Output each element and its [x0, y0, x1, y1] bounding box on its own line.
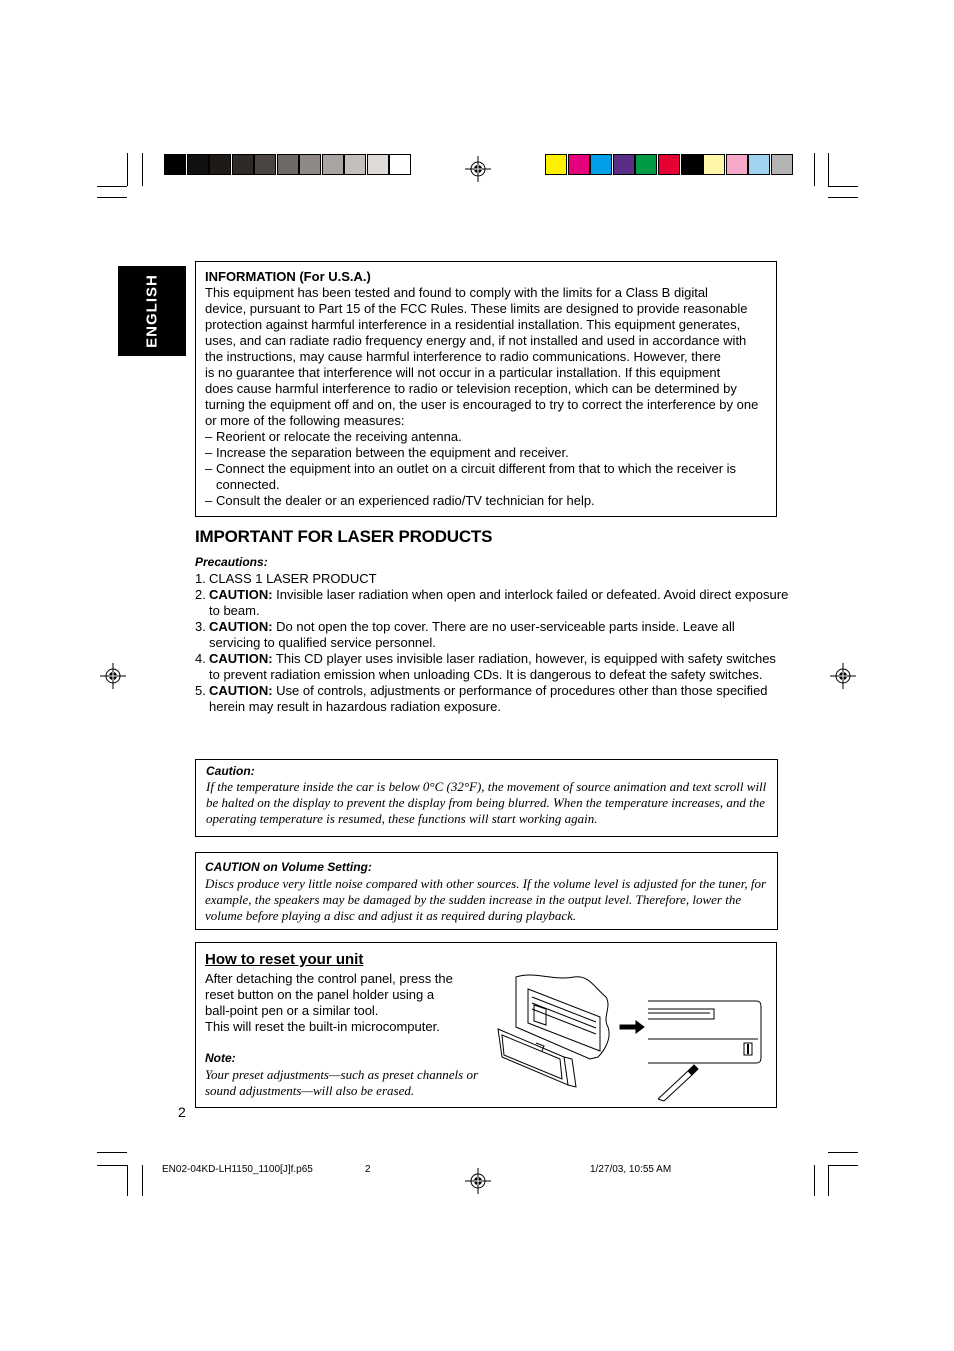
- precaution-text: CLASS 1 LASER PRODUCT: [209, 571, 377, 586]
- precaution-line: [209, 587, 788, 603]
- note-line: Your preset adjustments—such as preset channels or: [205, 1067, 478, 1082]
- fcc-body-line: the instructions, may cause harmful interference to radio communications. However, there: [205, 349, 721, 364]
- measure-dash: –: [205, 445, 213, 460]
- fcc-body-line: does cause harmful interference to radio or television reception, which can be determined by: [205, 381, 737, 396]
- reset-illustration: [494, 967, 764, 1107]
- precaution-continuation: to prevent radiation emission when unloading CDs. It is dangerous to defeat the safety switches.: [209, 667, 763, 682]
- volume-body-line: example, the speakers may be damaged by the sudden increase in the output level. Therefore, lower the: [205, 892, 742, 907]
- measure-text: Increase the separation between the equipment and receiver.: [216, 445, 569, 460]
- color-swatch: [187, 154, 209, 175]
- precaution-number: 3.: [195, 619, 206, 634]
- footer-timestamp: 1/27/03, 10:55 AM: [590, 1164, 672, 1175]
- fcc-body-line: This equipment has been tested and found to comply with the limits for a Class B digital: [205, 285, 708, 300]
- registration-mark-icon: [100, 663, 126, 689]
- color-swatch: [232, 154, 254, 175]
- precaution-number: 5.: [195, 683, 206, 698]
- volume-caution-label: CAUTION on Volume Setting:: [205, 860, 372, 874]
- laser-section-title: IMPORTANT FOR LASER PRODUCTS: [195, 527, 493, 546]
- color-swatch: [545, 154, 567, 175]
- caution-keyword: CAUTION:: [209, 651, 273, 666]
- measure-dash: –: [205, 461, 213, 476]
- color-swatch: [367, 154, 389, 175]
- fcc-body-line: device, pursuant to Part 15 of the FCC Rules. These limits are designed to provide reasonable: [205, 301, 748, 316]
- volume-body-line: Discs produce very little noise compared with other sources. If the volume level is adjusted for the tuner, for: [205, 876, 767, 891]
- page-number: 2: [178, 1104, 186, 1120]
- caution-body-line: operating temperature is resumed, these functions will start working again.: [206, 811, 598, 826]
- precaution-number: 2.: [195, 587, 206, 602]
- precaution-continuation: to beam.: [209, 603, 260, 618]
- reset-instruction-line: This will reset the built-in microcomputer.: [205, 1019, 440, 1034]
- reset-instruction-line: ball-point pen or a similar tool.: [205, 1003, 379, 1018]
- registration-mark-icon: [465, 1168, 491, 1194]
- color-swatch: [254, 154, 276, 175]
- caution-label: Caution:: [206, 764, 255, 778]
- language-tab-label: ENGLISH: [143, 274, 161, 348]
- note-line: sound adjustments—will also be erased.: [205, 1083, 415, 1098]
- registration-mark-icon: [465, 156, 491, 182]
- color-swatch: [726, 154, 748, 175]
- color-swatch: [613, 154, 635, 175]
- precaution-continuation: servicing to qualified service personnel.: [209, 635, 436, 650]
- fcc-body-line: is no guarantee that interference will not occur in a particular installation. If this equipment: [205, 365, 721, 380]
- color-swatch: [322, 154, 344, 175]
- precautions-label: Precautions:: [195, 555, 268, 569]
- precaution-line: [209, 683, 768, 699]
- color-swatch: [590, 154, 612, 175]
- measure-text: Connect the equipment into an outlet on a circuit different from that to which the receiver is: [216, 461, 737, 476]
- caution-keyword: CAUTION:: [209, 587, 273, 602]
- reset-title: How to reset your unit: [205, 951, 364, 968]
- precaution-line: [209, 571, 377, 587]
- caution-body-line: If the temperature inside the car is below 0°C (32°F), the movement of source animation and text scroll will: [206, 779, 767, 794]
- color-swatch: [658, 154, 680, 175]
- volume-caution-box: [195, 852, 778, 930]
- volume-body-line: volume before playing a disc and adjust it as required during playback.: [205, 908, 577, 923]
- color-swatch: [277, 154, 299, 175]
- color-swatch: [681, 154, 703, 175]
- color-swatch: [299, 154, 321, 175]
- precaution-number: 4.: [195, 651, 206, 666]
- fcc-body-line: turning the equipment off and on, the user is encouraged to try to correct the interference by one: [205, 397, 759, 412]
- precaution-text: This CD player uses invisible laser radiation, however, is equipped with safety switches: [272, 651, 776, 666]
- reset-instruction-line: reset button on the panel holder using a: [205, 987, 435, 1002]
- color-swatch: [568, 154, 590, 175]
- precaution-text: Use of controls, adjustments or performance of procedures other than those specified: [272, 683, 768, 698]
- measure-dash: –: [205, 429, 213, 444]
- caution-keyword: CAUTION:: [209, 619, 273, 634]
- color-swatch: [164, 154, 186, 175]
- fcc-body-line: or more of the following measures:: [205, 413, 405, 428]
- color-swatch: [771, 154, 793, 175]
- color-swatch: [703, 154, 725, 175]
- temperature-caution-box: [195, 759, 778, 837]
- precaution-line: [209, 651, 776, 667]
- registration-mark-icon: [830, 663, 856, 689]
- precaution-number: 1.: [195, 571, 206, 586]
- fcc-information-box: [195, 261, 777, 517]
- fcc-body-line: uses, and can radiate radio frequency energy and, if not installed and used in accordance with: [205, 333, 747, 348]
- footer-page: 2: [365, 1164, 371, 1175]
- precaution-line: [209, 619, 735, 635]
- footer-filename: EN02-04KD-LH1150_1100[J]f.p65: [162, 1164, 313, 1175]
- precaution-continuation: herein may result in hazardous radiation exposure.: [209, 699, 501, 714]
- caution-keyword: CAUTION:: [209, 683, 273, 698]
- color-swatch: [748, 154, 770, 175]
- precaution-text: Do not open the top cover. There are no user-serviceable parts inside. Leave all: [272, 619, 735, 634]
- measure-dash: –: [205, 493, 213, 508]
- color-swatch: [635, 154, 657, 175]
- caution-body-line: be halted on the display to prevent the display from being blurred. When the temperature increases, and the: [206, 795, 766, 810]
- color-swatch: [209, 154, 231, 175]
- measure-text: connected.: [216, 477, 280, 492]
- color-swatch: [389, 154, 411, 175]
- fcc-body-line: protection against harmful interference in a residential installation. This equipment generates,: [205, 317, 741, 332]
- measure-text: Consult the dealer or an experienced radio/TV technician for help.: [216, 493, 595, 508]
- language-tab: [118, 266, 186, 356]
- reset-unit-box: [195, 942, 777, 1108]
- precaution-text: Invisible laser radiation when open and interlock failed or defeated. Avoid direct exposure: [272, 587, 789, 602]
- reset-instruction-line: After detaching the control panel, press the: [205, 971, 453, 986]
- color-swatch: [344, 154, 366, 175]
- note-label: Note:: [205, 1051, 236, 1065]
- fcc-heading: INFORMATION (For U.S.A.): [205, 269, 371, 284]
- measure-text: Reorient or relocate the receiving antenna.: [216, 429, 462, 444]
